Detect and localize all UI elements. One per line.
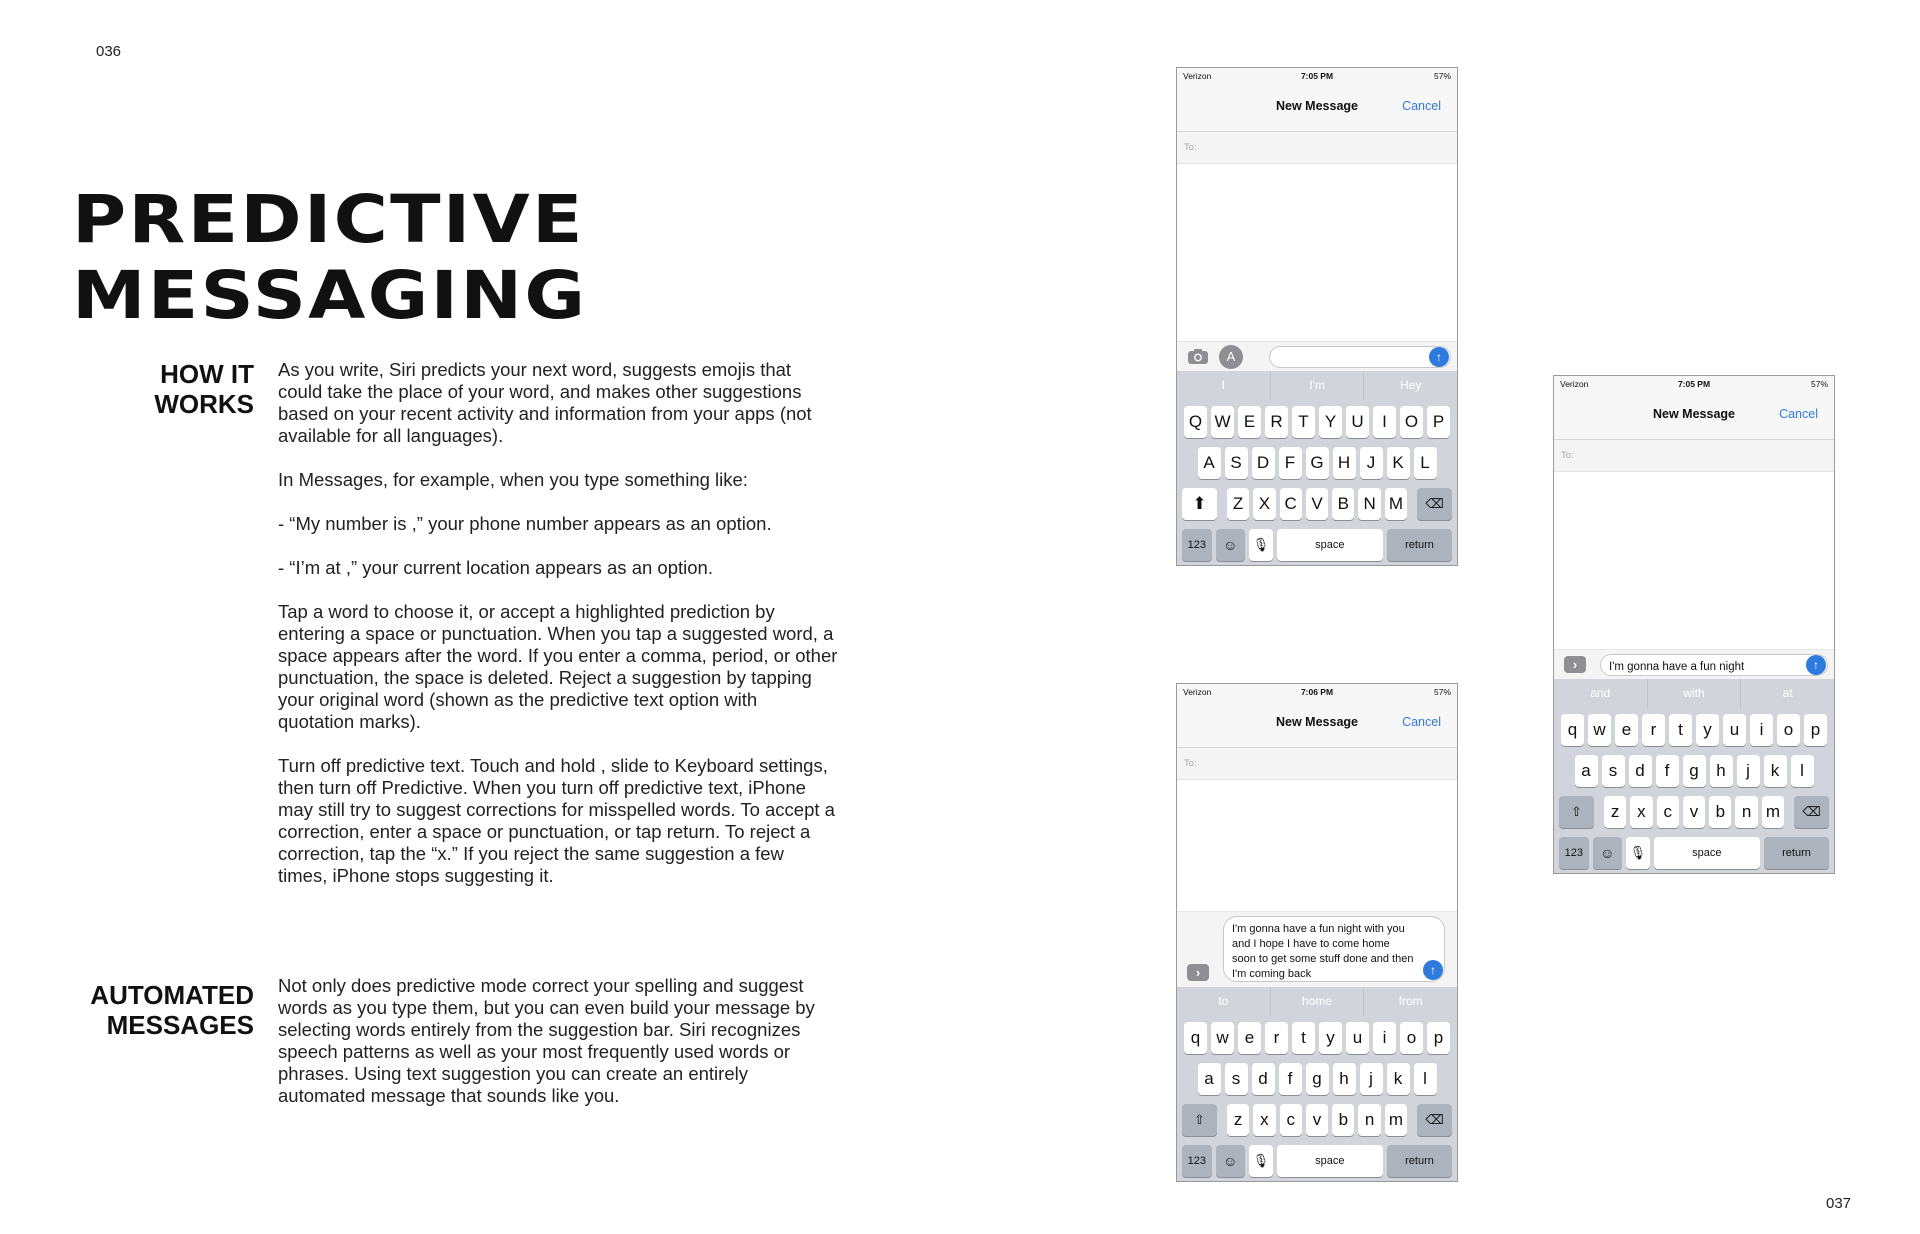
key[interactable]: l: [1414, 1063, 1437, 1095]
carrier-label: Verizon: [1183, 687, 1212, 697]
key[interactable]: g: [1306, 1063, 1329, 1095]
prediction-word[interactable]: home: [1271, 987, 1365, 1016]
space-key[interactable]: space: [1654, 837, 1760, 869]
keyboard-row-2: [1180, 1059, 1454, 1100]
how-it-works-heading: [154, 359, 254, 419]
heading-line: MESSAGES: [106, 1010, 254, 1040]
key[interactable]: l: [1791, 755, 1814, 787]
status-bar: [1554, 376, 1834, 392]
how-it-works-body: [278, 359, 838, 887]
key[interactable]: C: [1280, 488, 1302, 520]
key[interactable]: E: [1238, 406, 1261, 438]
page-number-right: 037: [1826, 1195, 1852, 1212]
key[interactable]: i: [1750, 714, 1773, 746]
key[interactable]: d: [1252, 1063, 1275, 1095]
keyboard-row-3: [1180, 484, 1454, 525]
key[interactable]: c: [1657, 796, 1679, 828]
input-row: [1554, 649, 1834, 679]
nav-bar: [1177, 84, 1457, 132]
status-bar: [1177, 68, 1457, 84]
key[interactable]: q: [1561, 714, 1584, 746]
key[interactable]: y: [1319, 1022, 1342, 1054]
emoji-icon[interactable]: ☺: [1593, 837, 1623, 869]
microphone-icon[interactable]: 🎙: [1626, 837, 1650, 869]
key[interactable]: j: [1737, 755, 1760, 787]
key[interactable]: e: [1238, 1022, 1261, 1054]
heading-line: AUTOMATED: [90, 980, 254, 1010]
phone-screenshot-2: [1553, 375, 1835, 874]
carrier-label: Verizon: [1183, 71, 1212, 81]
input-row: [1177, 911, 1457, 987]
key[interactable]: k: [1764, 755, 1787, 787]
keyboard-row-1: [1180, 402, 1454, 443]
keyboard-row-2: [1180, 443, 1454, 484]
key[interactable]: P: [1427, 406, 1450, 438]
key[interactable]: q: [1184, 1022, 1207, 1054]
key[interactable]: u: [1723, 714, 1746, 746]
message-area: [1554, 472, 1834, 649]
key[interactable]: Y: [1319, 406, 1342, 438]
key[interactable]: m: [1385, 1104, 1407, 1136]
key[interactable]: G: [1306, 447, 1329, 479]
carrier-label: Verizon: [1560, 379, 1589, 389]
key[interactable]: m: [1762, 796, 1784, 828]
automated-messages-heading: [90, 980, 254, 1040]
send-icon[interactable]: ↑: [1806, 655, 1826, 675]
key[interactable]: h: [1710, 755, 1733, 787]
message-input[interactable]: I'm gonna have a fun night with you and I hope I have to come home soon to get some stuff done and then I'm coming back: [1223, 916, 1445, 982]
camera-icon[interactable]: [1187, 348, 1209, 365]
key[interactable]: N: [1358, 488, 1380, 520]
prediction-word[interactable]: I'm: [1271, 371, 1365, 400]
backspace-icon[interactable]: ⌫: [1417, 1104, 1452, 1136]
key[interactable]: R: [1265, 406, 1288, 438]
emoji-icon[interactable]: ☺: [1216, 1145, 1246, 1177]
key[interactable]: U: [1346, 406, 1369, 438]
nav-bar: [1177, 700, 1457, 748]
input-row: [1177, 341, 1457, 371]
key[interactable]: v: [1306, 1104, 1328, 1136]
battery-label: 57%: [1433, 687, 1451, 697]
paragraph: As you write, Siri predicts your next word, suggests emojis that could take the place of your word, and makes other suggestions based on your recent activity and information from your apps (not available for all languages).: [278, 359, 812, 446]
space-key[interactable]: space: [1277, 529, 1383, 561]
battery-label: 57%: [1810, 379, 1828, 389]
automated-messages-body: [278, 975, 838, 1107]
shift-icon[interactable]: ⇧: [1559, 796, 1594, 828]
key[interactable]: K: [1387, 447, 1410, 479]
prediction-word[interactable]: from: [1398, 994, 1423, 1008]
key[interactable]: B: [1332, 488, 1354, 520]
key[interactable]: n: [1358, 1104, 1380, 1136]
keyboard-row-2: [1557, 751, 1831, 792]
cancel-button[interactable]: Cancel: [1402, 715, 1441, 729]
backspace-icon[interactable]: ⌫: [1794, 796, 1829, 828]
key[interactable]: t: [1292, 1022, 1315, 1054]
emoji-icon[interactable]: ☺: [1216, 529, 1246, 561]
key[interactable]: D: [1252, 447, 1275, 479]
prediction-word[interactable]: I: [1177, 371, 1271, 400]
paragraph: Turn off predictive text. Touch and hold , slide to Keyboard settings, then turn off Predictive. When you turn off predictive text, iPhone may still try to suggest corrections for misspelled words. To accept a correction, enter a space or punctuation, or tap return. To reject a correction, tap the “x.” If you reject the same suggestion a few times, iPhone stops suggesting it.: [278, 755, 835, 886]
status-bar: [1177, 684, 1457, 700]
clock: 7:05 PM: [1300, 71, 1334, 81]
paragraph: - “I’m at ,” your current location appears as an option.: [278, 557, 713, 578]
prediction-bar: [1177, 987, 1457, 1016]
key[interactable]: y: [1696, 714, 1719, 746]
key[interactable]: f: [1656, 755, 1679, 787]
key[interactable]: c: [1280, 1104, 1302, 1136]
keyboard-row-4: [1180, 525, 1454, 566]
key[interactable]: d: [1629, 755, 1652, 787]
key[interactable]: S: [1225, 447, 1248, 479]
page-title: [72, 182, 587, 334]
key[interactable]: r: [1642, 714, 1665, 746]
key[interactable]: k: [1387, 1063, 1410, 1095]
phone-screenshot-1: [1176, 67, 1458, 566]
paragraph: - “My number is ,” your phone number appears as an option.: [278, 513, 772, 534]
key[interactable]: o: [1400, 1022, 1423, 1054]
heading-line: HOW IT: [160, 359, 254, 389]
key[interactable]: j: [1360, 1063, 1383, 1095]
numbers-key[interactable]: 123: [1559, 837, 1589, 869]
keyboard: [1177, 1016, 1457, 1182]
key[interactable]: o: [1777, 714, 1800, 746]
backspace-icon[interactable]: ⌫: [1417, 488, 1452, 520]
prediction-word[interactable]: with: [1648, 679, 1742, 708]
key[interactable]: a: [1575, 755, 1598, 787]
microphone-icon[interactable]: 🎙: [1249, 529, 1273, 561]
nav-title: New Message: [1276, 715, 1358, 729]
key[interactable]: p: [1804, 714, 1827, 746]
key[interactable]: r: [1265, 1022, 1288, 1054]
key[interactable]: O: [1400, 406, 1423, 438]
key[interactable]: b: [1709, 796, 1731, 828]
key[interactable]: Z: [1227, 488, 1249, 520]
title-line-2: MESSAGING: [72, 257, 588, 334]
key[interactable]: w: [1588, 714, 1611, 746]
key[interactable]: x: [1253, 1104, 1275, 1136]
message-input[interactable]: I'm gonna have a fun night: [1600, 654, 1828, 676]
key[interactable]: u: [1346, 1022, 1369, 1054]
cancel-button[interactable]: Cancel: [1779, 407, 1818, 421]
clock: 7:06 PM: [1300, 687, 1334, 697]
keyboard-row-4: [1557, 833, 1831, 874]
phone-screenshot-3: [1176, 683, 1458, 1182]
chevron-right-icon[interactable]: ›: [1564, 656, 1586, 673]
key[interactable]: L: [1414, 447, 1437, 479]
to-field[interactable]: To:: [1177, 748, 1457, 780]
to-field[interactable]: To:: [1554, 440, 1834, 472]
key[interactable]: I: [1373, 406, 1396, 438]
key[interactable]: v: [1683, 796, 1705, 828]
paragraph: Not only does predictive mode correct your spelling and suggest words as you type them, but you can even build your message by selecting words entirely from the suggestion bar. Siri recognizes speech patterns as well as your most frequently used words or phrases. Using text suggestion you can create an entirely automated message that sounds like you.: [278, 975, 815, 1106]
key[interactable]: A: [1198, 447, 1221, 479]
key[interactable]: x: [1630, 796, 1652, 828]
battery-label: 57%: [1433, 71, 1451, 81]
send-icon[interactable]: ↑: [1423, 960, 1443, 980]
keyboard-row-4: [1180, 1141, 1454, 1182]
key[interactable]: a: [1198, 1063, 1221, 1095]
key[interactable]: n: [1735, 796, 1757, 828]
microphone-icon[interactable]: 🎙: [1249, 1145, 1273, 1177]
key[interactable]: p: [1427, 1022, 1450, 1054]
prediction-word[interactable]: and: [1554, 679, 1648, 708]
key[interactable]: e: [1615, 714, 1638, 746]
key[interactable]: z: [1227, 1104, 1249, 1136]
keyboard-row-1: [1557, 710, 1831, 751]
message-area: [1177, 780, 1457, 911]
key[interactable]: V: [1306, 488, 1328, 520]
return-key[interactable]: return: [1387, 529, 1452, 561]
key[interactable]: s: [1225, 1063, 1248, 1095]
message-input[interactable]: [1269, 346, 1451, 368]
key[interactable]: J: [1360, 447, 1383, 479]
shift-icon[interactable]: ⬆: [1182, 488, 1217, 520]
space-key[interactable]: space: [1277, 1145, 1383, 1177]
nav-bar: [1554, 392, 1834, 440]
nav-title: New Message: [1276, 99, 1358, 113]
key[interactable]: b: [1332, 1104, 1354, 1136]
heading-line: WORKS: [154, 389, 254, 419]
key[interactable]: f: [1279, 1063, 1302, 1095]
key[interactable]: T: [1292, 406, 1315, 438]
key[interactable]: t: [1669, 714, 1692, 746]
paragraph: Tap a word to choose it, or accept a highlighted prediction by entering a space or punctuation. When you tap a suggested word, a space appears after the word. If you enter a comma, period, or other punctuation, the space is deleted. Reject a suggestion by tapping your original word (shown as the predictive text option with quotation marks).: [278, 601, 838, 732]
message-area: [1177, 164, 1457, 341]
key[interactable]: i: [1373, 1022, 1396, 1054]
page-number-left: 036: [96, 43, 122, 60]
keyboard-row-1: [1180, 1018, 1454, 1059]
keyboard-row-3: [1557, 792, 1831, 833]
keyboard: [1554, 708, 1834, 874]
key[interactable]: H: [1333, 447, 1356, 479]
nav-title: New Message: [1653, 407, 1735, 421]
key[interactable]: Q: [1184, 406, 1207, 438]
prediction-word[interactable]: to: [1177, 987, 1271, 1016]
cancel-button[interactable]: Cancel: [1402, 99, 1441, 113]
key[interactable]: s: [1602, 755, 1625, 787]
key[interactable]: W: [1211, 406, 1234, 438]
key[interactable]: M: [1385, 488, 1407, 520]
keyboard-row-3: [1180, 1100, 1454, 1141]
key[interactable]: X: [1253, 488, 1275, 520]
return-key[interactable]: return: [1387, 1145, 1452, 1177]
key[interactable]: h: [1333, 1063, 1356, 1095]
prediction-word[interactable]: at: [1782, 686, 1793, 700]
clock: 7:05 PM: [1677, 379, 1711, 389]
key[interactable]: F: [1279, 447, 1302, 479]
prediction-word[interactable]: Hey: [1400, 378, 1422, 392]
shift-icon[interactable]: ⇧: [1182, 1104, 1217, 1136]
prediction-bar: [1554, 679, 1834, 708]
keyboard: [1177, 400, 1457, 566]
return-key[interactable]: return: [1764, 837, 1829, 869]
numbers-key[interactable]: 123: [1182, 529, 1212, 561]
numbers-key[interactable]: 123: [1182, 1145, 1212, 1177]
send-icon[interactable]: ↑: [1429, 347, 1449, 367]
paragraph: In Messages, for example, when you type something like:: [278, 469, 748, 490]
to-field[interactable]: To:: [1177, 132, 1457, 164]
key[interactable]: g: [1683, 755, 1706, 787]
prediction-bar: [1177, 371, 1457, 400]
key[interactable]: z: [1604, 796, 1626, 828]
key[interactable]: w: [1211, 1022, 1234, 1054]
app-store-icon[interactable]: A: [1219, 345, 1243, 369]
title-line-1: PREDICTIVE: [72, 181, 585, 258]
chevron-right-icon[interactable]: ›: [1187, 964, 1209, 981]
